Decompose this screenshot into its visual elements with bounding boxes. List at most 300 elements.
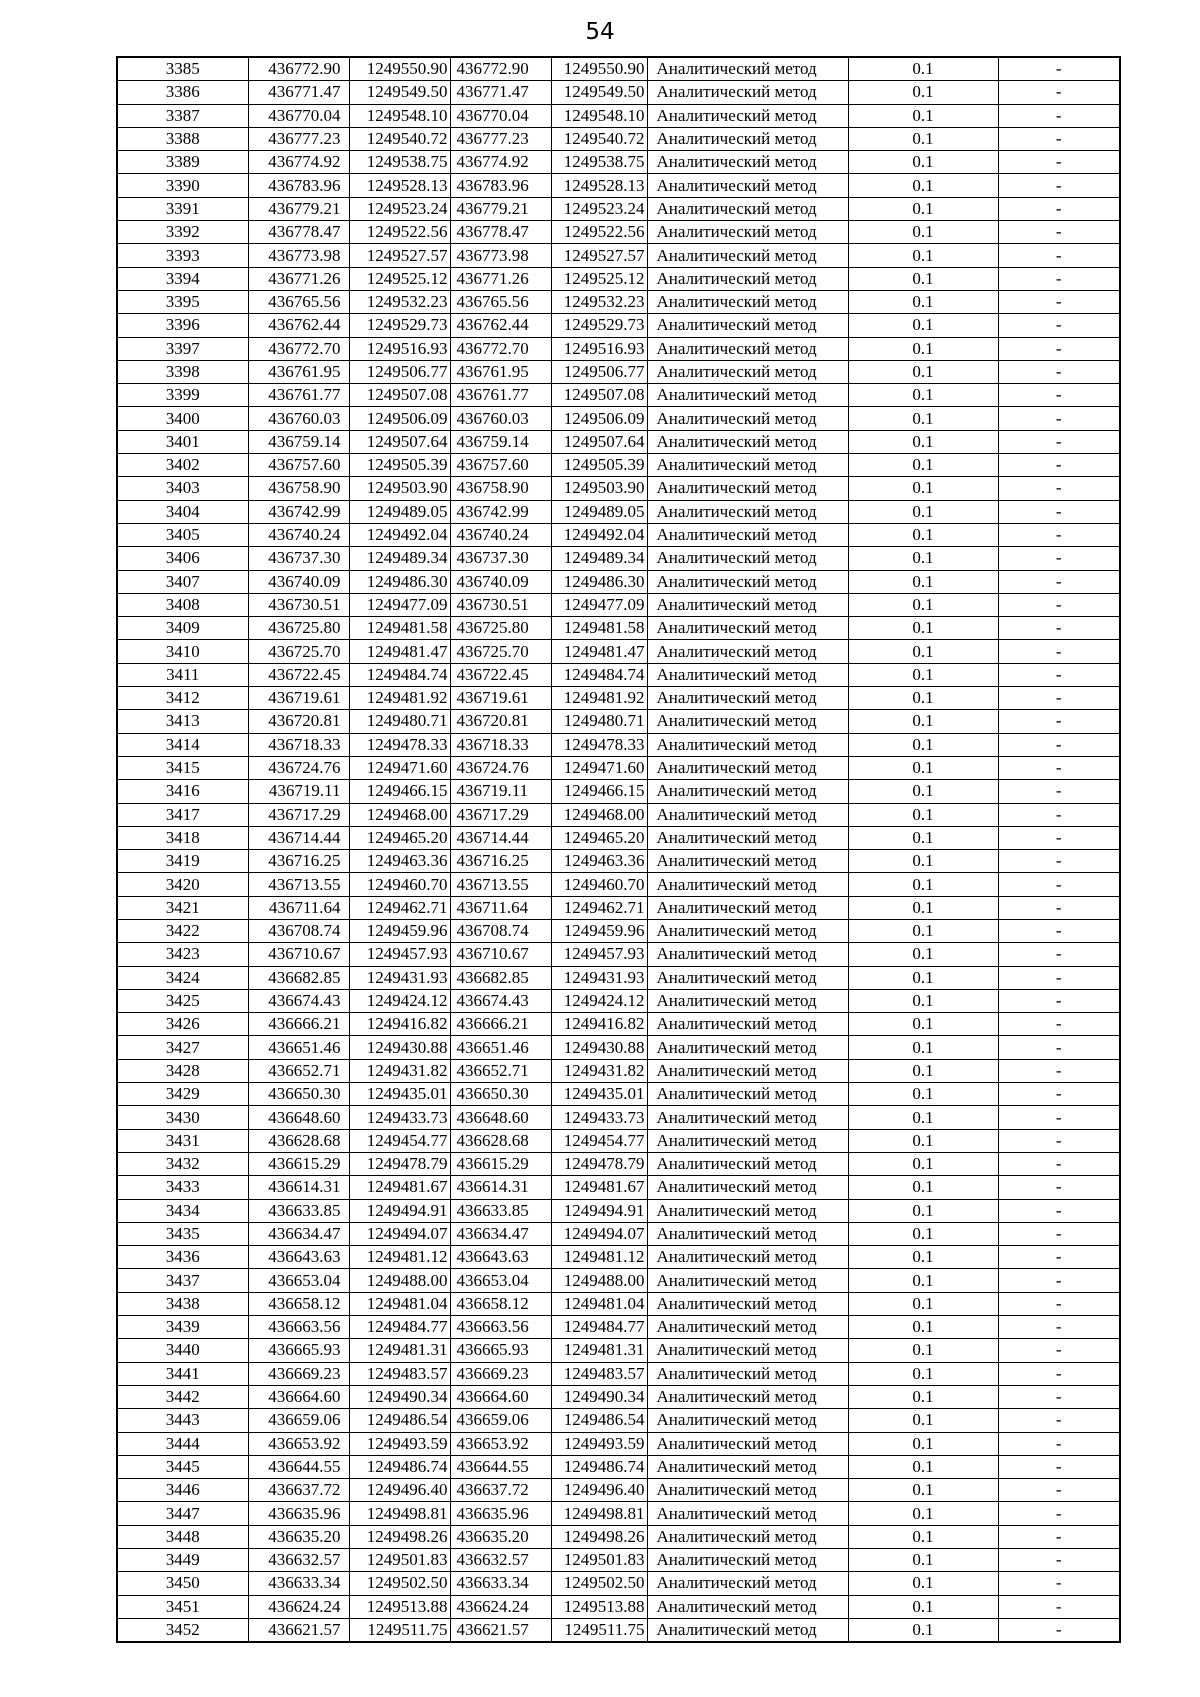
existing-x-cell: 436719.61: [248, 687, 349, 710]
table-row: [117, 1572, 1120, 1595]
existing-y-cell: 1249548.10: [349, 104, 450, 127]
accuracy-cell: 0.1: [848, 780, 998, 803]
table-row: [117, 1269, 1120, 1292]
existing-x-cell: 436778.47: [248, 221, 349, 244]
refined-x-cell: 436624.24: [450, 1595, 551, 1618]
note-cell: -: [998, 710, 1120, 733]
existing-x-cell: 436772.70: [248, 337, 349, 360]
point-number-cell: 3429: [117, 1083, 248, 1106]
point-number-cell: 3437: [117, 1269, 248, 1292]
point-number-cell: 3428: [117, 1059, 248, 1082]
method-cell: Аналитический метод: [647, 919, 848, 942]
note-cell: -: [998, 1292, 1120, 1315]
refined-x-cell: 436659.06: [450, 1409, 551, 1432]
refined-y-cell: 1249529.73: [551, 314, 647, 337]
existing-x-cell: 436761.77: [248, 384, 349, 407]
existing-y-cell: 1249507.64: [349, 430, 450, 453]
existing-y-cell: 1249486.54: [349, 1409, 450, 1432]
refined-y-cell: 1249523.24: [551, 197, 647, 220]
note-cell: -: [998, 81, 1120, 104]
table-row: [117, 966, 1120, 989]
existing-y-cell: 1249494.07: [349, 1222, 450, 1245]
refined-x-cell: 436757.60: [450, 454, 551, 477]
existing-y-cell: 1249471.60: [349, 756, 450, 779]
refined-x-cell: 436718.33: [450, 733, 551, 756]
existing-x-cell: 436719.11: [248, 780, 349, 803]
existing-x-cell: 436760.03: [248, 407, 349, 430]
point-number-cell: 3389: [117, 151, 248, 174]
refined-y-cell: 1249538.75: [551, 151, 647, 174]
refined-y-cell: 1249471.60: [551, 756, 647, 779]
table-row: [117, 244, 1120, 267]
existing-y-cell: 1249478.33: [349, 733, 450, 756]
method-cell: Аналитический метод: [647, 1036, 848, 1059]
accuracy-cell: 0.1: [848, 104, 998, 127]
refined-y-cell: 1249481.04: [551, 1292, 647, 1315]
accuracy-cell: 0.1: [848, 197, 998, 220]
refined-x-cell: 436653.92: [450, 1432, 551, 1455]
accuracy-cell: 0.1: [848, 1036, 998, 1059]
note-cell: -: [998, 1246, 1120, 1269]
note-cell: -: [998, 1549, 1120, 1572]
existing-y-cell: 1249492.04: [349, 523, 450, 546]
method-cell: Аналитический метод: [647, 290, 848, 313]
accuracy-cell: 0.1: [848, 1176, 998, 1199]
existing-y-cell: 1249538.75: [349, 151, 450, 174]
note-cell: -: [998, 430, 1120, 453]
method-cell: Аналитический метод: [647, 1269, 848, 1292]
refined-x-cell: 436722.45: [450, 663, 551, 686]
table-row: [117, 1106, 1120, 1129]
refined-y-cell: 1249468.00: [551, 803, 647, 826]
refined-x-cell: 436717.29: [450, 803, 551, 826]
refined-x-cell: 436772.70: [450, 337, 551, 360]
refined-y-cell: 1249540.72: [551, 127, 647, 150]
accuracy-cell: 0.1: [848, 1455, 998, 1478]
note-cell: -: [998, 1595, 1120, 1618]
existing-y-cell: 1249489.34: [349, 547, 450, 570]
point-number-cell: 3442: [117, 1385, 248, 1408]
accuracy-cell: 0.1: [848, 127, 998, 150]
existing-x-cell: 436771.47: [248, 81, 349, 104]
accuracy-cell: 0.1: [848, 1316, 998, 1339]
existing-x-cell: 436740.09: [248, 570, 349, 593]
existing-y-cell: 1249481.47: [349, 640, 450, 663]
note-cell: -: [998, 1409, 1120, 1432]
table-row: [117, 523, 1120, 546]
point-number-cell: 3436: [117, 1246, 248, 1269]
table-row: [117, 1339, 1120, 1362]
note-cell: -: [998, 1525, 1120, 1548]
table-row: [117, 873, 1120, 896]
note-cell: -: [998, 267, 1120, 290]
refined-x-cell: 436737.30: [450, 547, 551, 570]
point-number-cell: 3431: [117, 1129, 248, 1152]
refined-y-cell: 1249489.34: [551, 547, 647, 570]
existing-x-cell: 436774.92: [248, 151, 349, 174]
method-cell: Аналитический метод: [647, 1362, 848, 1385]
refined-x-cell: 436740.24: [450, 523, 551, 546]
existing-x-cell: 436665.93: [248, 1339, 349, 1362]
note-cell: -: [998, 523, 1120, 546]
accuracy-cell: 0.1: [848, 1059, 998, 1082]
point-number-cell: 3440: [117, 1339, 248, 1362]
point-number-cell: 3448: [117, 1525, 248, 1548]
accuracy-cell: 0.1: [848, 221, 998, 244]
table-row: [117, 710, 1120, 733]
point-number-cell: 3393: [117, 244, 248, 267]
accuracy-cell: 0.1: [848, 756, 998, 779]
accuracy-cell: 0.1: [848, 803, 998, 826]
table-row: [117, 337, 1120, 360]
accuracy-cell: 0.1: [848, 430, 998, 453]
refined-x-cell: 436760.03: [450, 407, 551, 430]
refined-y-cell: 1249490.34: [551, 1385, 647, 1408]
table-row: [117, 127, 1120, 150]
existing-y-cell: 1249532.23: [349, 290, 450, 313]
table-row: [117, 1362, 1120, 1385]
note-cell: -: [998, 57, 1120, 81]
existing-x-cell: 436633.85: [248, 1199, 349, 1222]
table-row: [117, 314, 1120, 337]
refined-x-cell: 436774.92: [450, 151, 551, 174]
note-cell: -: [998, 1152, 1120, 1175]
existing-x-cell: 436682.85: [248, 966, 349, 989]
refined-x-cell: 436633.85: [450, 1199, 551, 1222]
method-cell: Аналитический метод: [647, 756, 848, 779]
refined-y-cell: 1249493.59: [551, 1432, 647, 1455]
accuracy-cell: 0.1: [848, 1409, 998, 1432]
accuracy-cell: 0.1: [848, 1152, 998, 1175]
point-number-cell: 3415: [117, 756, 248, 779]
existing-x-cell: 436761.95: [248, 360, 349, 383]
point-number-cell: 3449: [117, 1549, 248, 1572]
point-number-cell: 3410: [117, 640, 248, 663]
note-cell: -: [998, 1385, 1120, 1408]
method-cell: Аналитический метод: [647, 989, 848, 1012]
note-cell: -: [998, 1106, 1120, 1129]
accuracy-cell: 0.1: [848, 547, 998, 570]
refined-y-cell: 1249527.57: [551, 244, 647, 267]
existing-y-cell: 1249460.70: [349, 873, 450, 896]
table-row: [117, 547, 1120, 570]
point-number-cell: 3430: [117, 1106, 248, 1129]
existing-y-cell: 1249431.93: [349, 966, 450, 989]
existing-x-cell: 436737.30: [248, 547, 349, 570]
accuracy-cell: 0.1: [848, 314, 998, 337]
point-number-cell: 3444: [117, 1432, 248, 1455]
accuracy-cell: 0.1: [848, 523, 998, 546]
note-cell: -: [998, 919, 1120, 942]
point-number-cell: 3450: [117, 1572, 248, 1595]
point-number-cell: 3401: [117, 430, 248, 453]
table-row: [117, 687, 1120, 710]
refined-x-cell: 436708.74: [450, 919, 551, 942]
method-cell: Аналитический метод: [647, 1432, 848, 1455]
existing-y-cell: 1249483.57: [349, 1362, 450, 1385]
accuracy-cell: 0.1: [848, 1479, 998, 1502]
refined-y-cell: 1249477.09: [551, 593, 647, 616]
method-cell: Аналитический метод: [647, 1083, 848, 1106]
refined-x-cell: 436652.71: [450, 1059, 551, 1082]
refined-y-cell: 1249548.10: [551, 104, 647, 127]
point-number-cell: 3420: [117, 873, 248, 896]
point-number-cell: 3414: [117, 733, 248, 756]
existing-y-cell: 1249549.50: [349, 81, 450, 104]
refined-x-cell: 436771.26: [450, 267, 551, 290]
refined-y-cell: 1249481.58: [551, 617, 647, 640]
table-row: [117, 640, 1120, 663]
point-number-cell: 3409: [117, 617, 248, 640]
method-cell: Аналитический метод: [647, 640, 848, 663]
existing-x-cell: 436716.25: [248, 850, 349, 873]
existing-y-cell: 1249433.73: [349, 1106, 450, 1129]
method-cell: Аналитический метод: [647, 1409, 848, 1432]
table-row: [117, 803, 1120, 826]
existing-x-cell: 436758.90: [248, 477, 349, 500]
point-number-cell: 3411: [117, 663, 248, 686]
refined-x-cell: 436682.85: [450, 966, 551, 989]
existing-y-cell: 1249498.81: [349, 1502, 450, 1525]
note-cell: -: [998, 477, 1120, 500]
note-cell: -: [998, 756, 1120, 779]
table-row: [117, 617, 1120, 640]
existing-x-cell: 436779.21: [248, 197, 349, 220]
method-cell: Аналитический метод: [647, 1152, 848, 1175]
existing-x-cell: 436658.12: [248, 1292, 349, 1315]
refined-y-cell: 1249481.67: [551, 1176, 647, 1199]
existing-y-cell: 1249480.71: [349, 710, 450, 733]
refined-y-cell: 1249466.15: [551, 780, 647, 803]
existing-y-cell: 1249540.72: [349, 127, 450, 150]
refined-x-cell: 436628.68: [450, 1129, 551, 1152]
existing-y-cell: 1249501.83: [349, 1549, 450, 1572]
refined-x-cell: 436674.43: [450, 989, 551, 1012]
method-cell: Аналитический метод: [647, 1013, 848, 1036]
table-row: [117, 919, 1120, 942]
existing-x-cell: 436628.68: [248, 1129, 349, 1152]
refined-y-cell: 1249550.90: [551, 57, 647, 81]
point-number-cell: 3391: [117, 197, 248, 220]
table-row: [117, 756, 1120, 779]
table-row: [117, 1618, 1120, 1642]
existing-x-cell: 436770.04: [248, 104, 349, 127]
existing-x-cell: 436773.98: [248, 244, 349, 267]
refined-x-cell: 436777.23: [450, 127, 551, 150]
table-row: [117, 1129, 1120, 1152]
refined-x-cell: 436770.04: [450, 104, 551, 127]
accuracy-cell: 0.1: [848, 989, 998, 1012]
existing-x-cell: 436713.55: [248, 873, 349, 896]
table-row: [117, 360, 1120, 383]
point-number-cell: 3405: [117, 523, 248, 546]
refined-y-cell: 1249488.00: [551, 1269, 647, 1292]
note-cell: -: [998, 1013, 1120, 1036]
point-number-cell: 3452: [117, 1618, 248, 1642]
point-number-cell: 3399: [117, 384, 248, 407]
method-cell: Аналитический метод: [647, 1106, 848, 1129]
existing-y-cell: 1249516.93: [349, 337, 450, 360]
method-cell: Аналитический метод: [647, 221, 848, 244]
refined-y-cell: 1249506.09: [551, 407, 647, 430]
table-row: [117, 850, 1120, 873]
note-cell: -: [998, 1176, 1120, 1199]
refined-x-cell: 436651.46: [450, 1036, 551, 1059]
point-number-cell: 3441: [117, 1362, 248, 1385]
note-cell: -: [998, 850, 1120, 873]
existing-x-cell: 436653.04: [248, 1269, 349, 1292]
coordinates-table: [116, 56, 1121, 1643]
accuracy-cell: 0.1: [848, 384, 998, 407]
existing-y-cell: 1249507.08: [349, 384, 450, 407]
method-cell: Аналитический метод: [647, 1572, 848, 1595]
accuracy-cell: 0.1: [848, 966, 998, 989]
existing-x-cell: 436724.76: [248, 756, 349, 779]
method-cell: Аналитический метод: [647, 1595, 848, 1618]
accuracy-cell: 0.1: [848, 570, 998, 593]
point-number-cell: 3416: [117, 780, 248, 803]
refined-x-cell: 436783.96: [450, 174, 551, 197]
accuracy-cell: 0.1: [848, 151, 998, 174]
refined-y-cell: 1249478.33: [551, 733, 647, 756]
method-cell: Аналитический метод: [647, 197, 848, 220]
method-cell: Аналитический метод: [647, 500, 848, 523]
refined-x-cell: 436634.47: [450, 1222, 551, 1245]
accuracy-cell: 0.1: [848, 710, 998, 733]
refined-y-cell: 1249528.13: [551, 174, 647, 197]
refined-x-cell: 436710.67: [450, 943, 551, 966]
point-number-cell: 3451: [117, 1595, 248, 1618]
existing-x-cell: 436635.96: [248, 1502, 349, 1525]
method-cell: Аналитический метод: [647, 617, 848, 640]
method-cell: Аналитический метод: [647, 1246, 848, 1269]
point-number-cell: 3433: [117, 1176, 248, 1199]
method-cell: Аналитический метод: [647, 593, 848, 616]
accuracy-cell: 0.1: [848, 500, 998, 523]
existing-x-cell: 436714.44: [248, 826, 349, 849]
existing-y-cell: 1249484.77: [349, 1316, 450, 1339]
existing-x-cell: 436664.60: [248, 1385, 349, 1408]
accuracy-cell: 0.1: [848, 1222, 998, 1245]
refined-x-cell: 436669.23: [450, 1362, 551, 1385]
method-cell: Аналитический метод: [647, 477, 848, 500]
existing-x-cell: 436771.26: [248, 267, 349, 290]
accuracy-cell: 0.1: [848, 267, 998, 290]
method-cell: Аналитический метод: [647, 1176, 848, 1199]
existing-x-cell: 436772.90: [248, 57, 349, 81]
existing-y-cell: 1249459.96: [349, 919, 450, 942]
table-row: [117, 1432, 1120, 1455]
refined-x-cell: 436633.34: [450, 1572, 551, 1595]
existing-x-cell: 436663.56: [248, 1316, 349, 1339]
note-cell: -: [998, 1572, 1120, 1595]
refined-y-cell: 1249481.12: [551, 1246, 647, 1269]
existing-y-cell: 1249481.67: [349, 1176, 450, 1199]
coordinates-table-body: [117, 57, 1120, 1642]
method-cell: Аналитический метод: [647, 896, 848, 919]
method-cell: Аналитический метод: [647, 1525, 848, 1548]
accuracy-cell: 0.1: [848, 244, 998, 267]
table-row: [117, 454, 1120, 477]
accuracy-cell: 0.1: [848, 1595, 998, 1618]
note-cell: -: [998, 337, 1120, 360]
existing-x-cell: 436615.29: [248, 1152, 349, 1175]
table-row: [117, 1316, 1120, 1339]
point-number-cell: 3408: [117, 593, 248, 616]
method-cell: Аналитический метод: [647, 57, 848, 81]
note-cell: -: [998, 151, 1120, 174]
method-cell: Аналитический метод: [647, 407, 848, 430]
accuracy-cell: 0.1: [848, 1502, 998, 1525]
existing-x-cell: 436614.31: [248, 1176, 349, 1199]
refined-x-cell: 436665.93: [450, 1339, 551, 1362]
existing-y-cell: 1249496.40: [349, 1479, 450, 1502]
accuracy-cell: 0.1: [848, 407, 998, 430]
accuracy-cell: 0.1: [848, 1362, 998, 1385]
accuracy-cell: 0.1: [848, 1199, 998, 1222]
point-number-cell: 3422: [117, 919, 248, 942]
accuracy-cell: 0.1: [848, 1129, 998, 1152]
accuracy-cell: 0.1: [848, 943, 998, 966]
existing-x-cell: 436710.67: [248, 943, 349, 966]
refined-y-cell: 1249465.20: [551, 826, 647, 849]
note-cell: -: [998, 617, 1120, 640]
note-cell: -: [998, 1036, 1120, 1059]
table-row: [117, 1549, 1120, 1572]
existing-x-cell: 436757.60: [248, 454, 349, 477]
existing-x-cell: 436635.20: [248, 1525, 349, 1548]
refined-y-cell: 1249506.77: [551, 360, 647, 383]
note-cell: -: [998, 1479, 1120, 1502]
method-cell: Аналитический метод: [647, 826, 848, 849]
refined-x-cell: 436778.47: [450, 221, 551, 244]
existing-y-cell: 1249477.09: [349, 593, 450, 616]
existing-y-cell: 1249431.82: [349, 1059, 450, 1082]
existing-y-cell: 1249506.09: [349, 407, 450, 430]
existing-y-cell: 1249462.71: [349, 896, 450, 919]
method-cell: Аналитический метод: [647, 687, 848, 710]
point-number-cell: 3412: [117, 687, 248, 710]
table-row: [117, 1083, 1120, 1106]
accuracy-cell: 0.1: [848, 57, 998, 81]
existing-x-cell: 436637.72: [248, 1479, 349, 1502]
point-number-cell: 3434: [117, 1199, 248, 1222]
point-number-cell: 3396: [117, 314, 248, 337]
refined-x-cell: 436663.56: [450, 1316, 551, 1339]
table-row: [117, 663, 1120, 686]
existing-y-cell: 1249488.00: [349, 1269, 450, 1292]
table-row: [117, 104, 1120, 127]
point-number-cell: 3427: [117, 1036, 248, 1059]
accuracy-cell: 0.1: [848, 174, 998, 197]
note-cell: -: [998, 1222, 1120, 1245]
existing-y-cell: 1249416.82: [349, 1013, 450, 1036]
refined-x-cell: 436716.25: [450, 850, 551, 873]
refined-x-cell: 436653.04: [450, 1269, 551, 1292]
note-cell: -: [998, 1269, 1120, 1292]
refined-y-cell: 1249525.12: [551, 267, 647, 290]
table-row: [117, 1525, 1120, 1548]
refined-x-cell: 436615.29: [450, 1152, 551, 1175]
note-cell: -: [998, 640, 1120, 663]
table-row: [117, 81, 1120, 104]
table-row: [117, 151, 1120, 174]
table-row: [117, 384, 1120, 407]
accuracy-cell: 0.1: [848, 896, 998, 919]
existing-y-cell: 1249478.79: [349, 1152, 450, 1175]
table-row: [117, 174, 1120, 197]
existing-y-cell: 1249481.58: [349, 617, 450, 640]
